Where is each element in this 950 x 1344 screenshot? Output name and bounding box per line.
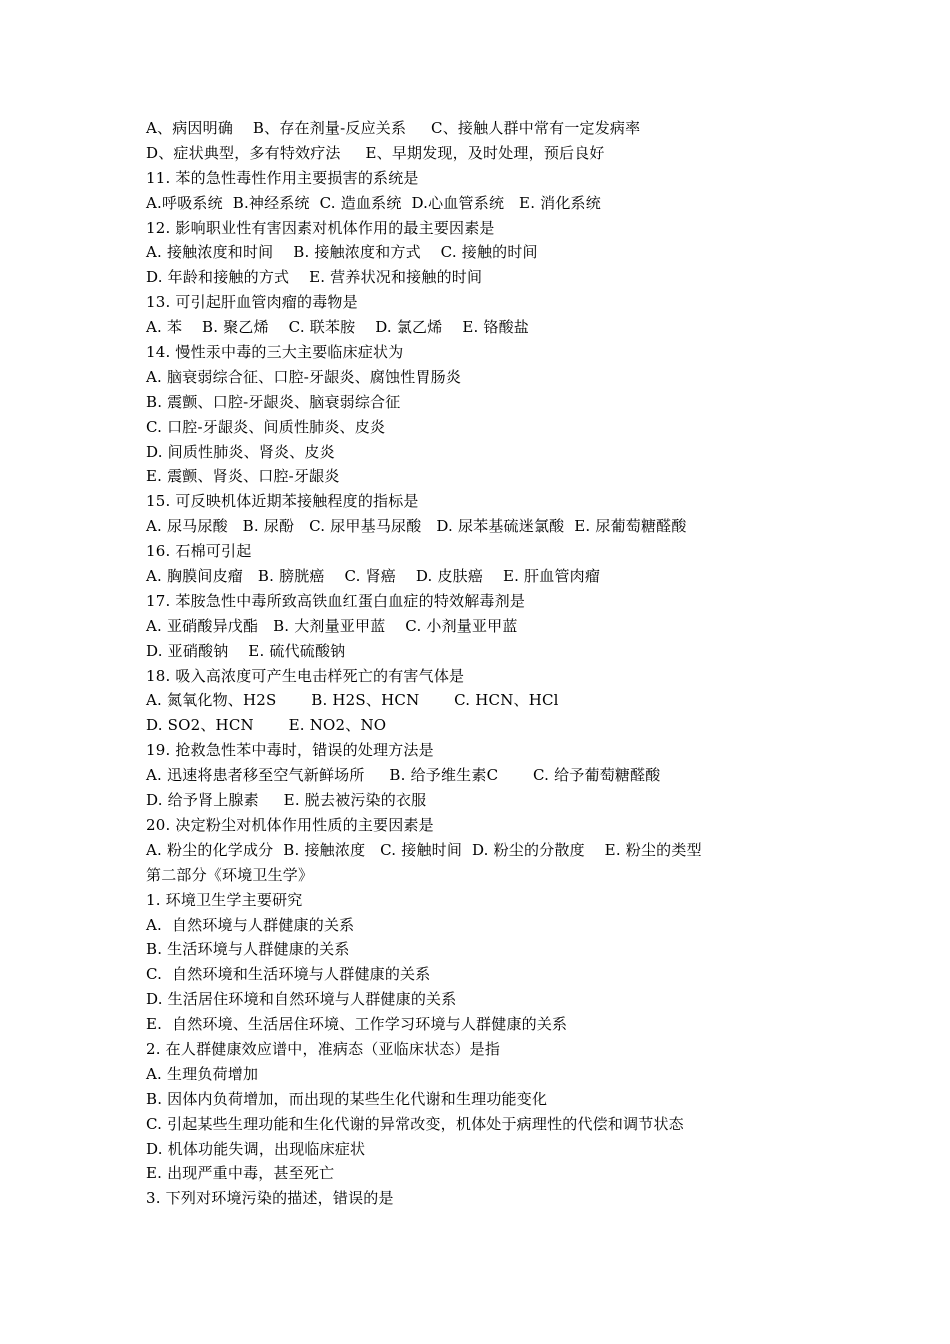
question-line: 15. 可反映机体近期苯接触程度的指标是 [146, 492, 419, 511]
option-line: A. 氮氧化物、H2S B. H2S、HCN C. HCN、HCl [146, 691, 559, 710]
option-line: B. 因体内负荷增加，而出现的某些生化代谢和生理功能变化 [146, 1089, 548, 1108]
option-line: C. 自然环境和生活环境与人群健康的关系 [146, 965, 431, 984]
question-line: 1. 环境卫生学主要研究 [146, 890, 303, 909]
option-line: C. 引起某些生理功能和生化代谢的异常改变，机体处于病理性的代偿和调节状态 [146, 1114, 684, 1133]
option-line: D. 机体功能失调，出现临床症状 [146, 1139, 366, 1158]
option-line: A.呼吸系统 B.神经系统 C. 造血系统 D.心血管系统 E. 消化系统 [146, 193, 601, 212]
question-line: 12. 影响职业性有害因素对机体作用的最主要因素是 [146, 218, 495, 237]
question-line: 2. 在人群健康效应谱中，准病态（亚临床状态）是指 [146, 1039, 501, 1058]
option-line: A. 迅速将患者移至空气新鲜场所 B. 给予维生素C C. 给予葡萄糖醛酸 [146, 766, 661, 785]
option-line: D. 间质性肺炎、肾炎、皮炎 [146, 442, 335, 461]
question-line: 13. 可引起肝血管肉瘤的毒物是 [146, 293, 358, 312]
option-line: E. 自然环境、生活居住环境、工作学习环境与人群健康的关系 [146, 1015, 568, 1034]
option-line: A. 接触浓度和时间 B. 接触浓度和方式 C. 接触的时间 [146, 243, 538, 262]
option-line: A. 尿马尿酸 B. 尿酚 C. 尿甲基马尿酸 D. 尿苯基硫迷氯酸 E. 尿葡萄糖醛酸 [146, 517, 687, 536]
option-line: E. 震颤、肾炎、口腔-牙龈炎 [146, 467, 340, 486]
option-line: D. SO2、HCN E. NO2、NO [146, 716, 387, 735]
option-line: A. 胸膜间皮瘤 B. 膀胱癌 C. 肾癌 D. 皮肤癌 E. 肝血管肉瘤 [146, 567, 601, 586]
option-line: C. 口腔-牙龈炎、间质性肺炎、皮炎 [146, 417, 386, 436]
question-line: 11. 苯的急性毒性作用主要损害的系统是 [146, 168, 419, 187]
option-line: A. 自然环境与人群健康的关系 [146, 915, 355, 934]
option-line: D. 亚硝酸钠 E. 硫代硫酸钠 [146, 641, 346, 660]
question-line: 20. 决定粉尘对机体作用性质的主要因素是 [146, 815, 434, 834]
option-line: A. 苯 B. 聚乙烯 C. 联苯胺 D. 氯乙烯 E. 铬酸盐 [146, 318, 530, 337]
question-line: 19. 抢救急性苯中毒时，错误的处理方法是 [146, 741, 434, 760]
document-page [146, 116, 906, 1211]
option-line: D、症状典型，多有特效疗法 E、早期发现，及时处理，预后良好 [146, 143, 605, 162]
option-line: E. 出现严重中毒，甚至死亡 [146, 1164, 335, 1183]
question-line: 18. 吸入高浓度可产生电击样死亡的有害气体是 [146, 666, 465, 685]
option-line: A. 亚硝酸异戊酯 B. 大剂量亚甲蓝 C. 小剂量亚甲蓝 [146, 616, 518, 635]
section-heading: 第二部分《环境卫生学》 [146, 865, 314, 884]
question-line: 17. 苯胺急性中毒所致高铁血红蛋白血症的特效解毒剂是 [146, 591, 526, 610]
option-line: B. 震颤、口腔-牙龈炎、脑衰弱综合征 [146, 392, 401, 411]
option-line: A. 粉尘的化学成分 B. 接触浓度 C. 接触时间 D. 粉尘的分散度 E. 粉尘的类型 [146, 840, 702, 859]
question-line: 14. 慢性汞中毒的三大主要临床症状为 [146, 343, 404, 362]
question-line: 3. 下列对环境污染的描述，错误的是 [146, 1189, 394, 1208]
option-line: A. 脑衰弱综合征、口腔-牙龈炎、腐蚀性胃肠炎 [146, 367, 462, 386]
option-line: B. 生活环境与人群健康的关系 [146, 940, 350, 959]
question-line: 16. 石棉可引起 [146, 542, 252, 561]
option-line: A. 生理负荷增加 [146, 1064, 259, 1083]
option-line: A、病因明确 B、存在剂量-反应关系 C、接触人群中常有一定发病率 [146, 119, 641, 137]
option-line: D. 生活居住环境和自然环境与人群健康的关系 [146, 990, 457, 1009]
option-line: D. 给予肾上腺素 E. 脱去被污染的衣服 [146, 791, 427, 810]
option-line: D. 年龄和接触的方式 E. 营养状况和接触的时间 [146, 268, 483, 287]
